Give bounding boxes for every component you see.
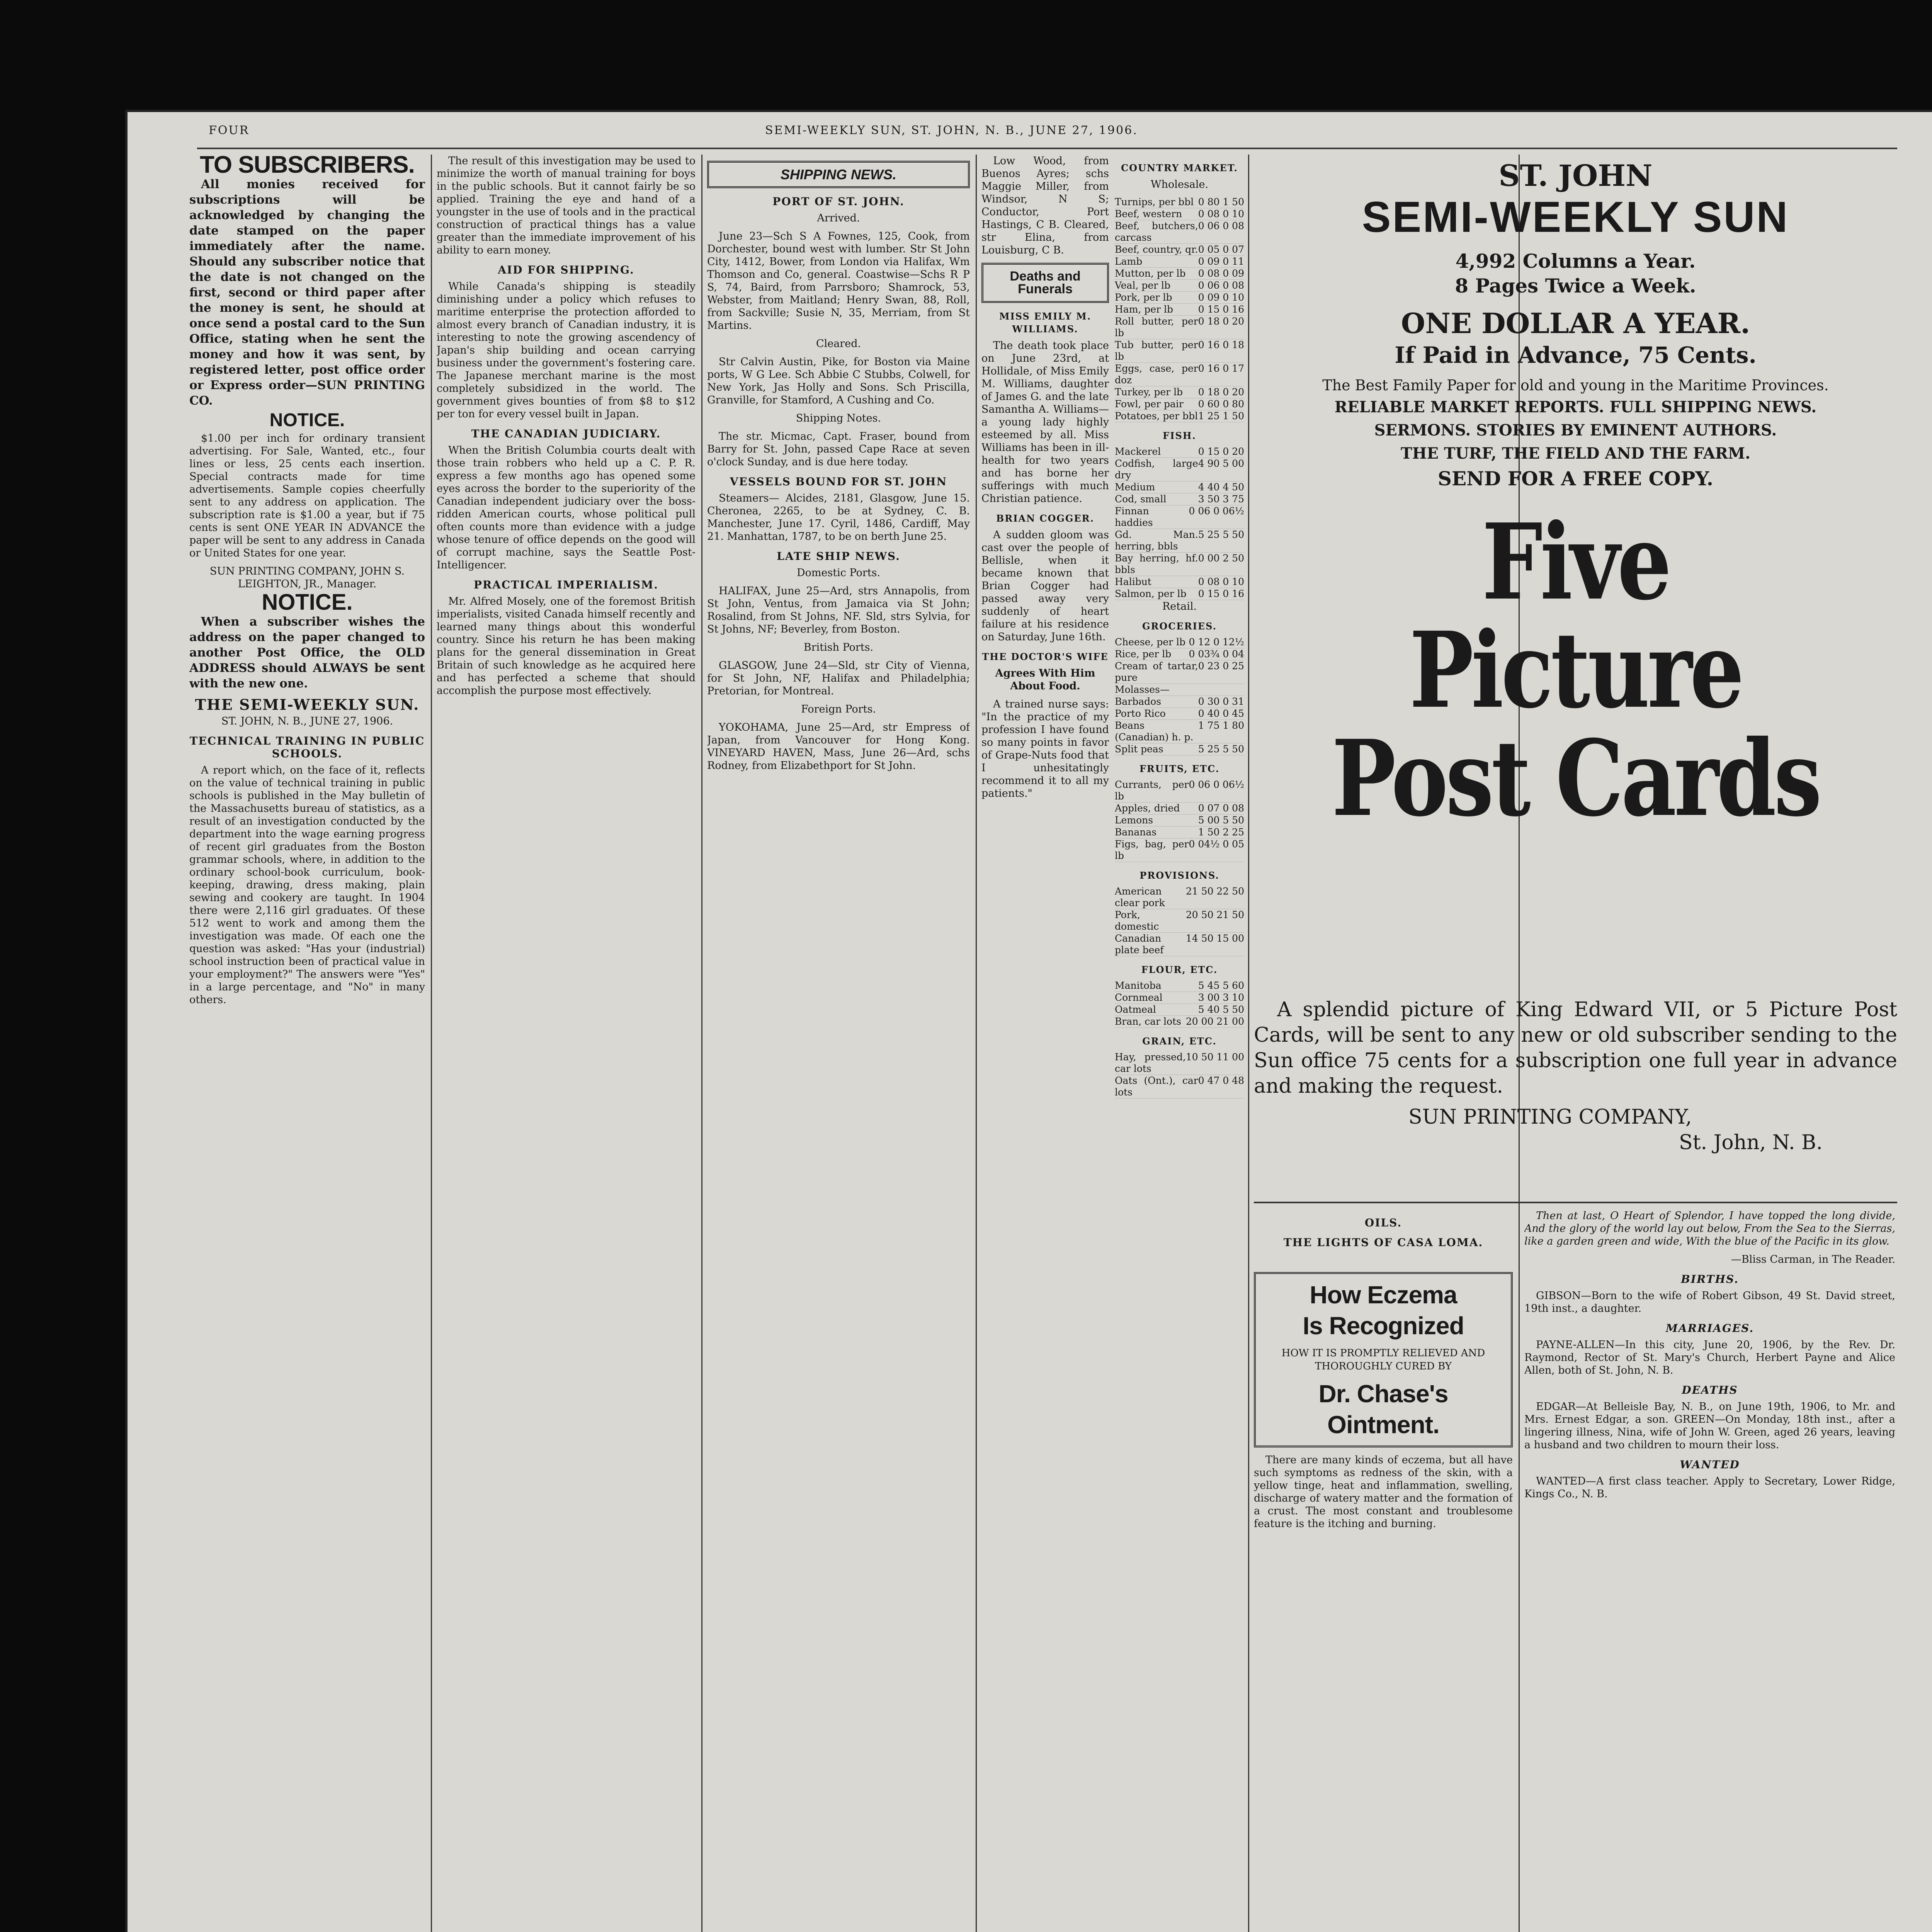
market-row (1115, 588, 1244, 600)
market-table (1115, 446, 1244, 600)
market-price: 5 00 5 50 (1198, 815, 1244, 826)
market-price: 3 50 3 75 (1198, 493, 1244, 505)
market-item: Beef, butchers, carcass (1115, 220, 1198, 243)
market-item: Beef, western (1115, 208, 1182, 219)
market-item: Turnips, per bbl (1115, 196, 1194, 207)
column-rule (976, 155, 977, 1932)
notice-text: $1.00 per inch for ordinary transient advertising. For Sale, Wanted, etc., four lines or less, 25 cents each insertion. Special contracts made for time advertisements. Sample copies cheerfully sent to any address on application. The subscription rate is $1.00 a year, but if 75 cents is sent ONE YEAR IN ADVANCE the paper will be sent to any address in Canada or United States for one year. (189, 432, 425, 559)
market-row (1115, 886, 1244, 909)
market-row (1115, 779, 1244, 803)
market-price: 0 30 0 31 (1198, 696, 1244, 707)
market-item: Oatmeal (1115, 1004, 1156, 1015)
country-market-column (1115, 155, 1244, 1932)
post-cards-offer (1254, 997, 1897, 1198)
article-subheading: Agrees With Him About Food. (995, 667, 1095, 692)
market-row (1115, 292, 1244, 304)
article-text: Str Calvin Austin, Pike, for Boston via Maine ports, W G Lee. Sch Abbie C Stubbs, Colwell, for New York, Jas Holly and Sons. Sch Priscilla, Granville, for Stamford, A Cushing and Co. (707, 356, 970, 406)
market-row (1115, 410, 1244, 422)
column-rule (431, 155, 432, 1932)
subscribers-heading: TO SUBSCRIBERS. (200, 155, 415, 178)
market-item: Bran, car lots (1115, 1016, 1181, 1027)
market-price: 0 00 2 50 (1198, 553, 1244, 564)
masthead-line: SEMI-WEEKLY SUN, ST. JOHN, N. B., JUNE 27, 1906. (765, 124, 1138, 137)
ad-pages-line: 8 Pages Twice a Week. (1455, 274, 1696, 297)
subheading: Shipping Notes. (796, 412, 881, 424)
column-rule (1248, 155, 1249, 1932)
subheading: British Ports. (803, 641, 874, 653)
market-item: Pork, per lb (1115, 292, 1172, 303)
column-2 (437, 155, 696, 1932)
eczema-advertisement (1254, 1272, 1513, 1447)
market-item: Hay, pressed, car lots (1115, 1051, 1186, 1074)
section-heading: LATE SHIP NEWS. (777, 550, 900, 563)
market-price: 4 40 4 50 (1198, 481, 1244, 493)
market-price: 20 50 21 50 (1185, 909, 1244, 920)
market-row (1115, 446, 1244, 458)
market-price: 1 75 1 80 (1198, 720, 1244, 731)
market-price: 5 45 5 60 (1198, 980, 1244, 991)
article-text: GLASGOW, June 24—Sld, str City of Vienna, for St John, NF, Halifax and Philadelphia; Pretorian, for Montreal. (707, 660, 970, 697)
market-row (1115, 196, 1244, 208)
market-row (1115, 980, 1244, 992)
poem-heading: THE LIGHTS OF CASA LOMA. (1283, 1236, 1483, 1249)
market-price: 10 50 11 00 (1185, 1051, 1244, 1063)
market-item: Tub butter, per lb (1115, 339, 1198, 362)
marriages-text: PAYNE-ALLEN—In this city, June 20, 1906, by the Rev. Dr. Raymond, Rector of St. Mary's Church, Herbert Payne and Alice Allen, both of St. John, N. B. (1524, 1339, 1895, 1376)
market-item: Rice, per lb (1115, 648, 1172, 660)
market-item: Cod, small (1115, 493, 1167, 505)
market-price: 0 12 0 12½ (1189, 636, 1244, 648)
ad-title-paper: SEMI-WEEKLY SUN (1362, 193, 1789, 241)
market-row (1115, 268, 1244, 280)
market-table (1115, 1051, 1244, 1099)
offer-city: St. John, N. B. (1679, 1131, 1823, 1154)
market-price: 0 06 0 06½ (1189, 779, 1244, 790)
obituary-heading: BRIAN COGGER. (996, 513, 1094, 524)
column-1 (189, 155, 425, 1932)
market-row (1115, 803, 1244, 815)
semi-weekly-sun-advertisement (1254, 155, 1897, 997)
market-row (1115, 933, 1244, 956)
market-item: Fowl, per pair (1115, 398, 1184, 410)
market-row (1115, 720, 1244, 743)
market-price: 0 23 0 25 (1198, 660, 1244, 672)
market-row (1115, 363, 1244, 386)
deaths-text: EDGAR—At Belleisle Bay, N. B., on June 19th, 1906, to Mr. and Mrs. Ernest Edgar, a son. GREEN—On Monday, 18th inst., after a lingering illness, Nina, wife of John W. Green, aged 26 years, leaving a husband and two children to mourn their loss. (1524, 1401, 1895, 1451)
section-heading: OILS. (1364, 1216, 1402, 1229)
column-rule (701, 155, 702, 1932)
obituary-heading: MISS EMILY M. WILLIAMS. (999, 311, 1092, 335)
article-text: Steamers— Alcides, 2181, Glasgow, June 15. Cheronea, 2265, to be at Sydney, C. B. Manchester, June 17. Cyril, 1486, Cardiff, May 21. Manhattan, 1787, to be on berth June 25. (707, 492, 970, 543)
market-row (1115, 708, 1244, 720)
deaths-funerals-box (981, 263, 1109, 303)
market-subheading: Wholesale. (1150, 179, 1209, 190)
subheading: Domestic Ports. (796, 567, 881, 579)
births-text: GIBSON—Born to the wife of Robert Gibson, 49 St. David street, 19th inst., a daughter. (1524, 1290, 1895, 1315)
ad-sermons-line: SERMONS. STORIES BY EMINENT AUTHORS. (1374, 421, 1777, 439)
market-price: 0 06 0 06½ (1189, 505, 1244, 517)
market-item: Salmon, per lb (1115, 588, 1187, 599)
market-row (1115, 505, 1244, 529)
notice-heading: NOTICE. (269, 410, 345, 430)
market-heading: FRUITS, ETC. (1139, 763, 1220, 774)
market-price: 0 06 0 08 (1198, 220, 1244, 231)
market-item: Oats (Ont.), car lots (1115, 1075, 1198, 1098)
market-price: 1 50 2 25 (1198, 827, 1244, 838)
market-row (1115, 553, 1244, 576)
article-text: YOKOHAMA, June 25—Ard, str Empress of Japan, from Vancouver for Hong Kong. VINEYARD HAVEN, Mass, June 26—Ard, schs Rodney, from Elizabethport for St John. (707, 721, 970, 772)
ad-columns-line: 4,992 Columns a Year. (1455, 250, 1696, 272)
article-text: A trained nurse says: "In the practice of my profession I have found so many points in favor of Grape-Nuts food that I unhesitatingly recommend it to all my patients." (981, 698, 1109, 799)
column-7 (1524, 1209, 1895, 1932)
market-price: 0 18 0 20 (1198, 316, 1244, 327)
column-6 (1254, 1209, 1513, 1932)
article-text: A report which, on the face of it, reflects on the value of technical training in public schools is published in the May bulletin of the Massachusetts bureau of statistics, as a result of an investigation conducted by the department into the wage earning progress of recent girl graduates from the Boston grammar schools, where, in addition to the ordinary school-book curriculum, book-keeping, drawing, dress making, plain sewing and cookery are taught. In 1904 there were 2,116 girl graduates. Of these 512 went to work and among them the investigation was made. Of each one the question was asked: "Has your (industrial) school instruction been of practical value in your employment?" The answers were "Yes" in a large percentage, and "No" in many others. (189, 764, 425, 1006)
market-row (1115, 1004, 1244, 1016)
market-price: 0 08 0 10 (1198, 576, 1244, 587)
market-price: 0 06 0 08 (1198, 280, 1244, 291)
market-item: American clear pork (1115, 886, 1165, 908)
notice-text: When a subscriber wishes the address on the paper changed to another Post Office, the OLD ADDRESS should ALWAYS be sent with the new one. (189, 615, 425, 690)
subheading: Foreign Ports. (801, 703, 876, 715)
market-price: 0 15 0 16 (1198, 588, 1244, 599)
market-price: 5 25 5 50 (1198, 529, 1244, 540)
ad-family-line: The Best Family Paper for old and young in the Maritime Provinces. (1322, 377, 1829, 394)
market-row (1115, 244, 1244, 256)
market-price: 0 07 0 08 (1198, 803, 1244, 814)
page-label: FOUR (209, 124, 250, 137)
market-item: Porto Rico (1115, 708, 1166, 719)
ad-reports-line: RELIABLE MARKET REPORTS. FULL SHIPPING NEWS. (1334, 398, 1817, 416)
market-row (1115, 208, 1244, 220)
market-item: Cream of tartar, pure (1115, 660, 1198, 683)
market-row (1115, 386, 1244, 398)
obituary-text: A sudden gloom was cast over the people of Bellisle, when it became known that Brian Cogger had passed away very suddenly of heart failure at his residence on Saturday, June 16th. (981, 529, 1109, 643)
market-item: Beans (Canadian) h. p. (1115, 720, 1194, 743)
market-table (1115, 779, 1244, 862)
article-text: June 23—Sch S A Fownes, 125, Cook, from Dorchester, bound west with lumber. Str St John City, 1412, Bower, from London via Halifax, Wm Thomson and Co, general. Coastwise—Schs R P S, 74, Baird, from Parrsboro; Shamrock, 53, Webster, from Maitland; Henry Swan, 88, Roll, from Sackville; Susie N, 35, Merriam, from St Martins. (707, 230, 970, 332)
market-price: 3 00 3 10 (1198, 992, 1244, 1003)
article-text: While Canada's shipping is steadily diminishing under a policy which refuses to maritime enterprise the protection afforded to almost every branch of Canadian industry, it is interesting to note the growing ascendency of Japan's ship building and ocean carrying business under the government's fostering care. The Japanese merchant marine is the most completely subsidized in the world. The government gives bounties of from $8 to $12 per ton for every vessel built in Japan. (437, 281, 696, 420)
market-item: Potatoes, per bbl (1115, 410, 1198, 422)
market-item: Figs, bag, per lb (1115, 838, 1189, 861)
market-row (1115, 1075, 1244, 1099)
market-item: Bananas (1115, 827, 1157, 838)
market-heading: PROVISIONS. (1139, 870, 1219, 881)
article-heading: THE CANADIAN JUDICIARY. (471, 427, 661, 440)
market-item: Split peas (1115, 743, 1163, 755)
market-item: Halibut (1115, 576, 1151, 587)
notice-signature: SUN PRINTING COMPANY, JOHN S. LEIGHTON, JR., Manager. (209, 565, 405, 590)
market-price: 1 25 1 50 (1198, 410, 1244, 422)
market-row (1115, 280, 1244, 292)
article-heading: PRACTICAL IMPERIALISM. (473, 578, 659, 591)
market-item: Ham, per lb (1115, 304, 1173, 315)
subheading: Arrived. (817, 212, 860, 224)
market-price: 0 08 0 09 (1198, 268, 1244, 279)
market-item: Medium (1115, 481, 1155, 493)
article-text: The result of this investigation may be used to minimize the worth of manual training for boys in the public schools. But it cannot fairly be so applied. Training the eye and hand of a youngster in the use of tools and in the practical construction of practical things has a value greater than the immediate improvement of his ability to earn money. (437, 155, 696, 256)
shipping-news-heading: SHIPPING NEWS. (780, 167, 897, 182)
market-item: Mackerel (1115, 446, 1161, 457)
market-row (1115, 481, 1244, 493)
running-head (128, 124, 1932, 147)
market-table (1115, 636, 1244, 755)
wanted-text: WANTED—A first class teacher. Apply to Secretary, Lower Ridge, Kings Co., N. B. (1524, 1475, 1895, 1500)
market-row (1115, 398, 1244, 410)
market-row (1115, 1051, 1244, 1075)
deaths-funerals-heading: Deaths and Funerals (1010, 269, 1081, 296)
market-price: 0 47 0 48 (1198, 1075, 1244, 1086)
poem-author: —Bliss Carman, in The Reader. (1731, 1253, 1895, 1265)
column-4 (981, 155, 1109, 1932)
eczema-subheading: HOW IT IS PROMPTLY RELIEVED AND THOROUGHLY CURED BY (1281, 1347, 1485, 1372)
market-item: Canadian plate beef (1115, 933, 1164, 956)
market-subheading: Retail. (1162, 600, 1197, 612)
section-heading: PORT OF ST. JOHN. (772, 195, 905, 208)
market-price: 0 03¾ 0 04 (1189, 648, 1244, 660)
market-price: 0 80 1 50 (1198, 196, 1244, 207)
market-item: Manitoba (1115, 980, 1162, 991)
market-row (1115, 458, 1244, 481)
market-price: 0 60 0 80 (1198, 398, 1244, 410)
market-row (1115, 684, 1244, 696)
subscribers-text: All monies received for subscriptions will be acknowledged by changing the date stamped on the paper immediately after the name. Should any subscriber notice that the date is not changed on the first, second or third paper after the money is sent, he should at once send a postal card to the Sun Office, stating when he sent the money and how it was sent, by registered letter, post office order or Express order—SUN PRINTING CO. (189, 177, 425, 408)
market-price: 5 25 5 50 (1198, 743, 1244, 755)
article-text: Mr. Alfred Mosely, one of the foremost British imperialists, visited Canada himself recently and learned many things about this wonderful country. Since his return he has been making plans for the general dissemination in Great Britain of such knowledge as he acquired here and has perfected a scheme that should accomplish the purpose most effectively. (437, 595, 696, 697)
market-row (1115, 992, 1244, 1004)
deaths-heading: DEATHS (1682, 1384, 1738, 1396)
market-item: Bay herring, hf. bbls (1115, 553, 1198, 575)
market-item: Gd. Man. herring, bbls (1115, 529, 1198, 552)
eczema-heading: How Eczema (1310, 1281, 1457, 1309)
offer-company: SUN PRINTING COMPANY, (1408, 1105, 1692, 1129)
dateline: ST. JOHN, N. B., JUNE 27, 1906. (221, 715, 393, 727)
market-heading: GRAIN, ETC. (1142, 1036, 1217, 1047)
market-item: Beef, country, qr. (1115, 244, 1198, 255)
article-heading: TECHNICAL TRAINING IN PUBLIC SCHOOLS. (189, 735, 425, 760)
post-cards-headline: Post Cards (1332, 717, 1820, 840)
market-price: 0 18 0 20 (1198, 386, 1244, 398)
section-heading: VESSELS BOUND FOR ST. JOHN (730, 475, 947, 488)
offer-text: A splendid picture of King Edward VII, or 5 Picture Post Cards, will be sent to any new or old subscriber sending to the Sun office 75 cents for a subscription one full year in advance and making the request. (1254, 998, 1897, 1098)
eczema-heading: Is Recognized (1303, 1312, 1464, 1340)
market-row (1115, 636, 1244, 648)
market-price: 0 08 0 10 (1198, 208, 1244, 219)
article-text: HALIFAX, June 25—Ard, strs Annapolis, from St John, Ventus, from Jamaica via St John; Rosalind, from St Johns, NF. Sld, strs Sylvia, for St Johns, NF; Beverley, from Boston. (707, 585, 970, 635)
market-price: 0 16 0 17 (1198, 363, 1244, 374)
ad-call-to-action: SEND FOR A FREE COPY. (1437, 467, 1714, 490)
ad-title-city: ST. JOHN (1498, 158, 1653, 193)
market-row (1115, 696, 1244, 708)
market-row (1115, 838, 1244, 862)
subheading: Cleared. (816, 338, 861, 350)
eczema-text: There are many kinds of eczema, but all have such symptoms as redness of the skin, with a yellow tinge, heat and inflammation, swelling, discharge of watery matter and the formation of a crust. The most constant and troublesome feature is the itching and burning. (1254, 1454, 1513, 1530)
market-price: 0 15 0 16 (1198, 304, 1244, 315)
market-row (1115, 1016, 1244, 1028)
market-row (1115, 316, 1244, 339)
market-heading: COUNTRY MARKET. (1121, 162, 1238, 173)
market-price: 0 09 0 11 (1198, 256, 1244, 267)
market-row (1115, 648, 1244, 660)
market-item: Cornmeal (1115, 992, 1163, 1003)
column-3 (707, 155, 970, 1932)
market-price: 14 50 15 00 (1185, 933, 1244, 944)
market-item: Codfish, large dry (1115, 458, 1198, 481)
market-item: Barbados (1115, 696, 1162, 707)
market-item: Veal, per lb (1115, 280, 1171, 291)
ad-bottom-rule (1254, 1202, 1897, 1203)
header-rule (197, 148, 1897, 149)
ad-price: ONE DOLLAR A YEAR. (1401, 307, 1750, 340)
newspaper-page (128, 112, 1932, 1932)
shipping-news-box (707, 161, 970, 188)
market-row (1115, 660, 1244, 684)
article-text: When the British Columbia courts dealt with those train robbers who held up a C. P. R. express a few months ago has opened some eyes across the border to the superiority of the Canadian independent judiciary over the boss-ridden American courts, whose political pull often counts more than evidence with a judge whose tenure of office depends on the good will of corrupt machine, says the Seattle Post-Intelligencer. (437, 444, 696, 571)
market-row (1115, 576, 1244, 588)
market-price: 0 40 0 45 (1198, 708, 1244, 719)
article-heading: THE DOCTOR'S WIFE (982, 651, 1109, 662)
marriages-heading: MARRIAGES. (1665, 1322, 1754, 1335)
market-price: 0 09 0 10 (1198, 292, 1244, 303)
market-table (1115, 196, 1244, 422)
market-price: 0 04½ 0 05 (1189, 838, 1244, 850)
market-item: Lamb (1115, 256, 1143, 267)
market-row (1115, 743, 1244, 755)
market-price: 21 50 22 50 (1185, 886, 1244, 897)
market-item: Turkey, per lb (1115, 386, 1183, 398)
market-heading: GROCERIES. (1142, 621, 1217, 632)
market-table (1115, 886, 1244, 956)
ad-advance-price: If Paid in Advance, 75 Cents. (1395, 342, 1757, 368)
market-price: 0 05 0 07 (1198, 244, 1244, 255)
market-table (1115, 980, 1244, 1028)
market-row (1115, 304, 1244, 316)
obituary-text: The death took place on June 23rd, at Hollidale, of Miss Emily M. Williams, daughter of James G. and the late Samantha A. Williams—a young lady highly esteemed by all. Miss Williams has been in ill-health for two years and has borne her sufferings with much Christian patience. (981, 340, 1109, 505)
market-heading: FISH. (1163, 430, 1196, 441)
ad-turf-line: THE TURF, THE FIELD AND THE FARM. (1400, 444, 1751, 463)
market-item: Pork, domestic (1115, 909, 1159, 932)
wanted-heading: WANTED (1680, 1458, 1740, 1471)
market-row (1115, 815, 1244, 827)
article-text: The str. Micmac, Capt. Fraser, bound from Barry for St. John, passed Cape Race at seven o'clock Sunday, and is due here today. (707, 430, 970, 468)
paper-name: THE SEMI-WEEKLY SUN. (195, 696, 420, 713)
market-item: Lemons (1115, 815, 1153, 826)
market-item: Currants, per lb (1115, 779, 1189, 802)
notice-heading: NOTICE. (262, 590, 353, 615)
market-price: 0 16 0 18 (1198, 339, 1244, 350)
market-price: 20 00 21 00 (1185, 1016, 1244, 1027)
market-heading: FLOUR, ETC. (1141, 964, 1218, 975)
market-price: 5 40 5 50 (1198, 1004, 1244, 1015)
market-row (1115, 827, 1244, 838)
poem-text: Then at last, O Heart of Splendor, I have topped the long divide, And the glory of the world lay out below, From the Sea to the Sierras, like a garden green and wide, With the blue of the Pacific in its glow. (1524, 1210, 1895, 1247)
market-row (1115, 339, 1244, 363)
article-text: Low Wood, from Buenos Ayres; schs Maggie Miller, from Windsor, N S; Conductor, Port Hastings, C B. Cleared, str Elina, from Louisburg, C B. (981, 155, 1109, 256)
market-item: Apples, dried (1115, 803, 1180, 814)
market-price: 4 90 5 00 (1198, 458, 1244, 469)
article-heading: AID FOR SHIPPING. (498, 264, 634, 276)
market-item: Molasses— (1115, 684, 1170, 695)
market-row (1115, 493, 1244, 505)
eczema-brand: Dr. Chase's Ointment. (1318, 1380, 1448, 1439)
market-row (1115, 256, 1244, 268)
market-row (1115, 529, 1244, 553)
market-item: Finnan haddies (1115, 505, 1153, 528)
post-cards-headline: Five Picture (1409, 500, 1742, 731)
market-row (1115, 909, 1244, 933)
market-item: Cheese, per lb (1115, 636, 1186, 648)
market-price: 0 15 0 20 (1198, 446, 1244, 457)
market-item: Roll butter, per lb (1115, 316, 1198, 338)
market-item: Mutton, per lb (1115, 268, 1186, 279)
market-row (1115, 220, 1244, 244)
market-item: Eggs, case, per doz (1115, 363, 1198, 386)
births-heading: BIRTHS. (1681, 1273, 1739, 1286)
